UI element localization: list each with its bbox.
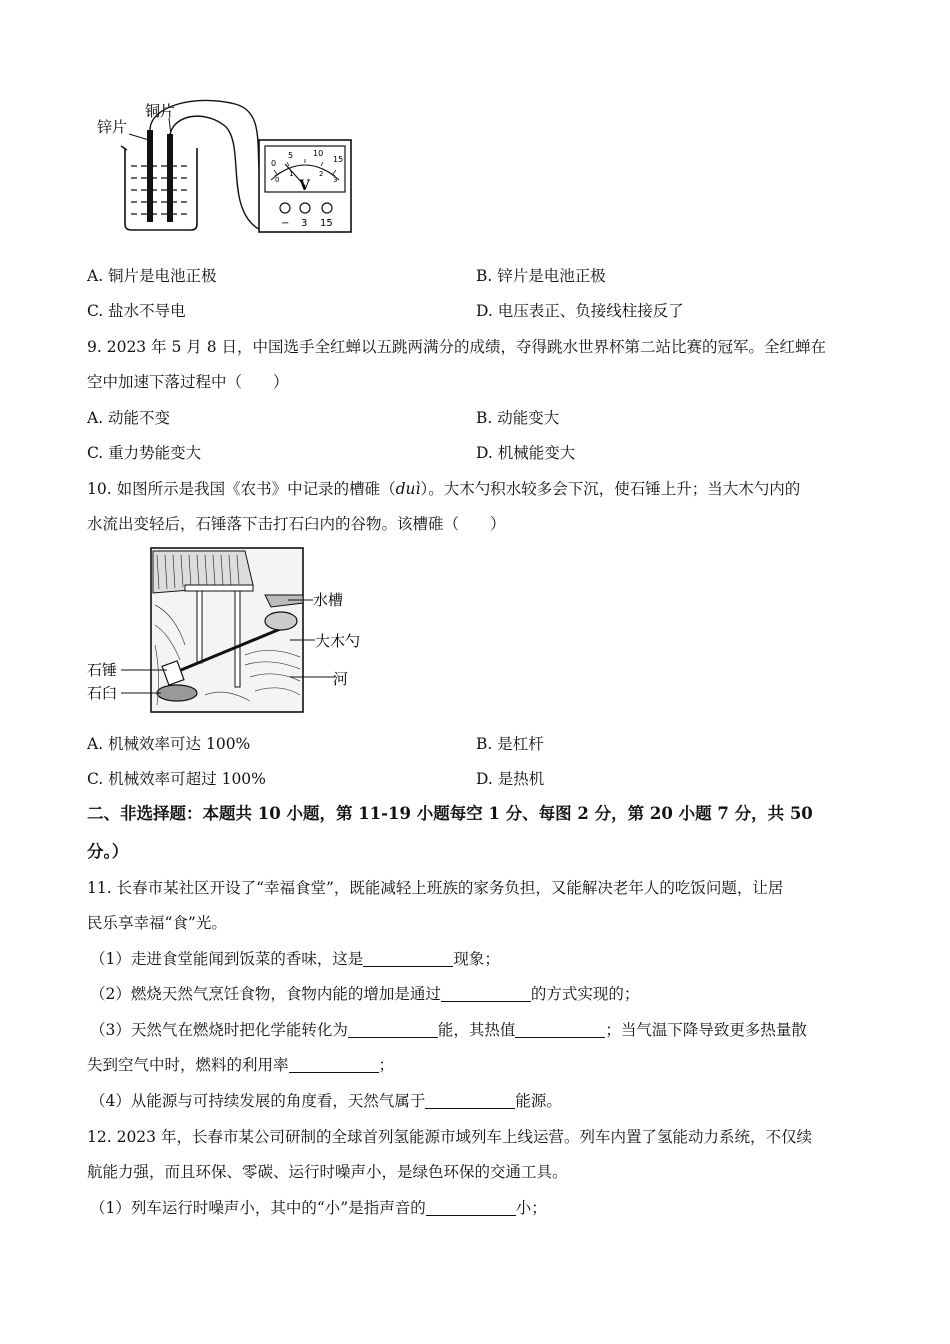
q11-part2-end: 的方式实现的； bbox=[530, 985, 640, 1003]
answer-blank[interactable] bbox=[363, 950, 453, 967]
q9-option-c: C. 重力势能变大 bbox=[87, 444, 202, 462]
label-river: 河 bbox=[333, 670, 349, 688]
q10-option-b: B. 是杠杆 bbox=[476, 735, 544, 753]
q10-option-d: D. 是热机 bbox=[476, 770, 545, 788]
q8-option-b: B. 锌片是电池正极 bbox=[476, 267, 606, 285]
answer-blank[interactable] bbox=[441, 985, 531, 1002]
meter-tick-15: 15 bbox=[333, 155, 344, 164]
q8-option-c: C. 盐水不导电 bbox=[87, 302, 186, 320]
answer-blank[interactable] bbox=[425, 1092, 515, 1109]
section2-heading-line2: 分。） bbox=[87, 842, 129, 861]
q11-part3 bbox=[90, 1020, 807, 1040]
q11-part4-end: 能源。 bbox=[515, 1092, 562, 1110]
q11-stem-line1: 11. 长春市某社区开设了“幸福食堂”，既能减轻上班族的家务负担，又能解决老年人的吃饭问题，让居 bbox=[87, 879, 784, 897]
meter-inner-0: 0 bbox=[275, 176, 280, 184]
q10-stem-post: ）。大木勺积水较多会下沉，使石锤上升；当大木勺内的 bbox=[420, 480, 801, 498]
trough-pestle-figure bbox=[85, 545, 395, 717]
q11-part1-end: 现象； bbox=[453, 950, 500, 968]
meter-inner-3: 3 bbox=[333, 176, 338, 184]
q10-stem-line2: 水流出变轻后，石锤落下击打石臼内的谷物。该槽碓（ ） bbox=[87, 515, 506, 533]
q9-option-a: A. 动能不变 bbox=[87, 409, 171, 427]
battery-voltmeter-figure bbox=[95, 96, 365, 246]
q10-stem-line1 bbox=[87, 479, 800, 499]
label-ladle: 大木勺 bbox=[315, 632, 361, 650]
terminal-15: 15 bbox=[320, 218, 333, 229]
label-zinc: 锌片 bbox=[97, 118, 128, 136]
q11-part4-text: （4）从能源与可持续发展的角度看，天然气属于 bbox=[90, 1092, 426, 1110]
q11-stem-line2: 民乐享幸福“食”光。 bbox=[87, 914, 227, 932]
answer-blank[interactable] bbox=[348, 1021, 438, 1038]
q12-stem-line2: 航能力强，而且环保、零碳、运行时噪声小，是绿色环保的交通工具。 bbox=[87, 1163, 568, 1181]
q9-stem-line2: 空中加速下落过程中（ ） bbox=[87, 373, 289, 391]
q10-pinyin: duì bbox=[395, 480, 421, 498]
terminal-negative: − bbox=[281, 218, 290, 229]
q12-part1 bbox=[90, 1198, 547, 1218]
q10-option-c: C. 机械效率可超过 100% bbox=[87, 770, 266, 788]
q8-option-d: D. 电压表正、负接线柱接反了 bbox=[476, 302, 684, 320]
q12-part1-end: 小； bbox=[515, 1199, 547, 1217]
q11-part3-text: （3）天然气在燃烧时把化学能转化为 bbox=[90, 1021, 348, 1039]
answer-blank[interactable] bbox=[426, 1199, 516, 1216]
answer-blank[interactable] bbox=[515, 1021, 605, 1038]
q12-stem-line1: 12. 2023 年，长春市某公司研制的全球首列氢能源市域列车上线运营。列车内置了氢能动力系统，不仅续 bbox=[87, 1128, 812, 1146]
terminal-3: 3 bbox=[301, 218, 308, 229]
q11-part4 bbox=[90, 1091, 562, 1111]
label-hammer: 石锤 bbox=[87, 661, 118, 679]
meter-inner-1: 1 bbox=[289, 170, 294, 178]
q11-part3-line2-end: ； bbox=[378, 1056, 395, 1074]
meter-tick-5: 5 bbox=[288, 151, 294, 160]
q10-stem-pre: 10. 如图所示是我国《农书》中记录的槽碓（ bbox=[87, 480, 396, 498]
meter-tick-0: 0 bbox=[271, 159, 277, 168]
q8-option-a: A. 铜片是电池正极 bbox=[87, 267, 217, 285]
q12-part1-text: （1）列车运行时噪声小，其中的“小”是指声音的 bbox=[90, 1199, 426, 1217]
q11-part2-text: （2）燃烧天然气烹饪食物，食物内能的增加是通过 bbox=[90, 985, 441, 1003]
label-copper: 铜片 bbox=[145, 102, 176, 120]
q11-part1-text: （1）走进食堂能闻到饭菜的香味，这是 bbox=[90, 950, 364, 968]
label-mortar: 石臼 bbox=[87, 684, 118, 702]
q11-part3-end: ；当气温下降导致更多热量散 bbox=[605, 1021, 807, 1039]
label-trough: 水槽 bbox=[313, 591, 344, 609]
q11-part1 bbox=[90, 949, 500, 969]
section2-heading-line1: 二、非选择题：本题共 10 小题，第 11-19 小题每空 1 分、每图 2 分，第 20 小题 7 分，共 50 bbox=[87, 804, 813, 823]
q11-part3-line2-text: 失到空气中时，燃料的利用率 bbox=[87, 1056, 289, 1074]
q11-part3-line2 bbox=[87, 1055, 394, 1075]
q9-option-b: B. 动能变大 bbox=[476, 409, 560, 427]
q11-part2 bbox=[90, 984, 639, 1004]
meter-tick-10: 10 bbox=[313, 149, 324, 158]
q11-part3-mid: 能，其热值 bbox=[437, 1021, 516, 1039]
answer-blank[interactable] bbox=[289, 1056, 379, 1073]
meter-inner-2: 2 bbox=[319, 170, 324, 178]
q9-option-d: D. 机械能变大 bbox=[476, 444, 576, 462]
q9-stem-line1: 9. 2023 年 5 月 8 日，中国选手全红蝉以五跳两满分的成绩，夺得跳水世界杯第二站比赛的冠军。全红蝉在 bbox=[87, 338, 827, 356]
q10-option-a: A. 机械效率可达 100% bbox=[87, 735, 251, 753]
meter-symbol: V bbox=[299, 178, 310, 194]
